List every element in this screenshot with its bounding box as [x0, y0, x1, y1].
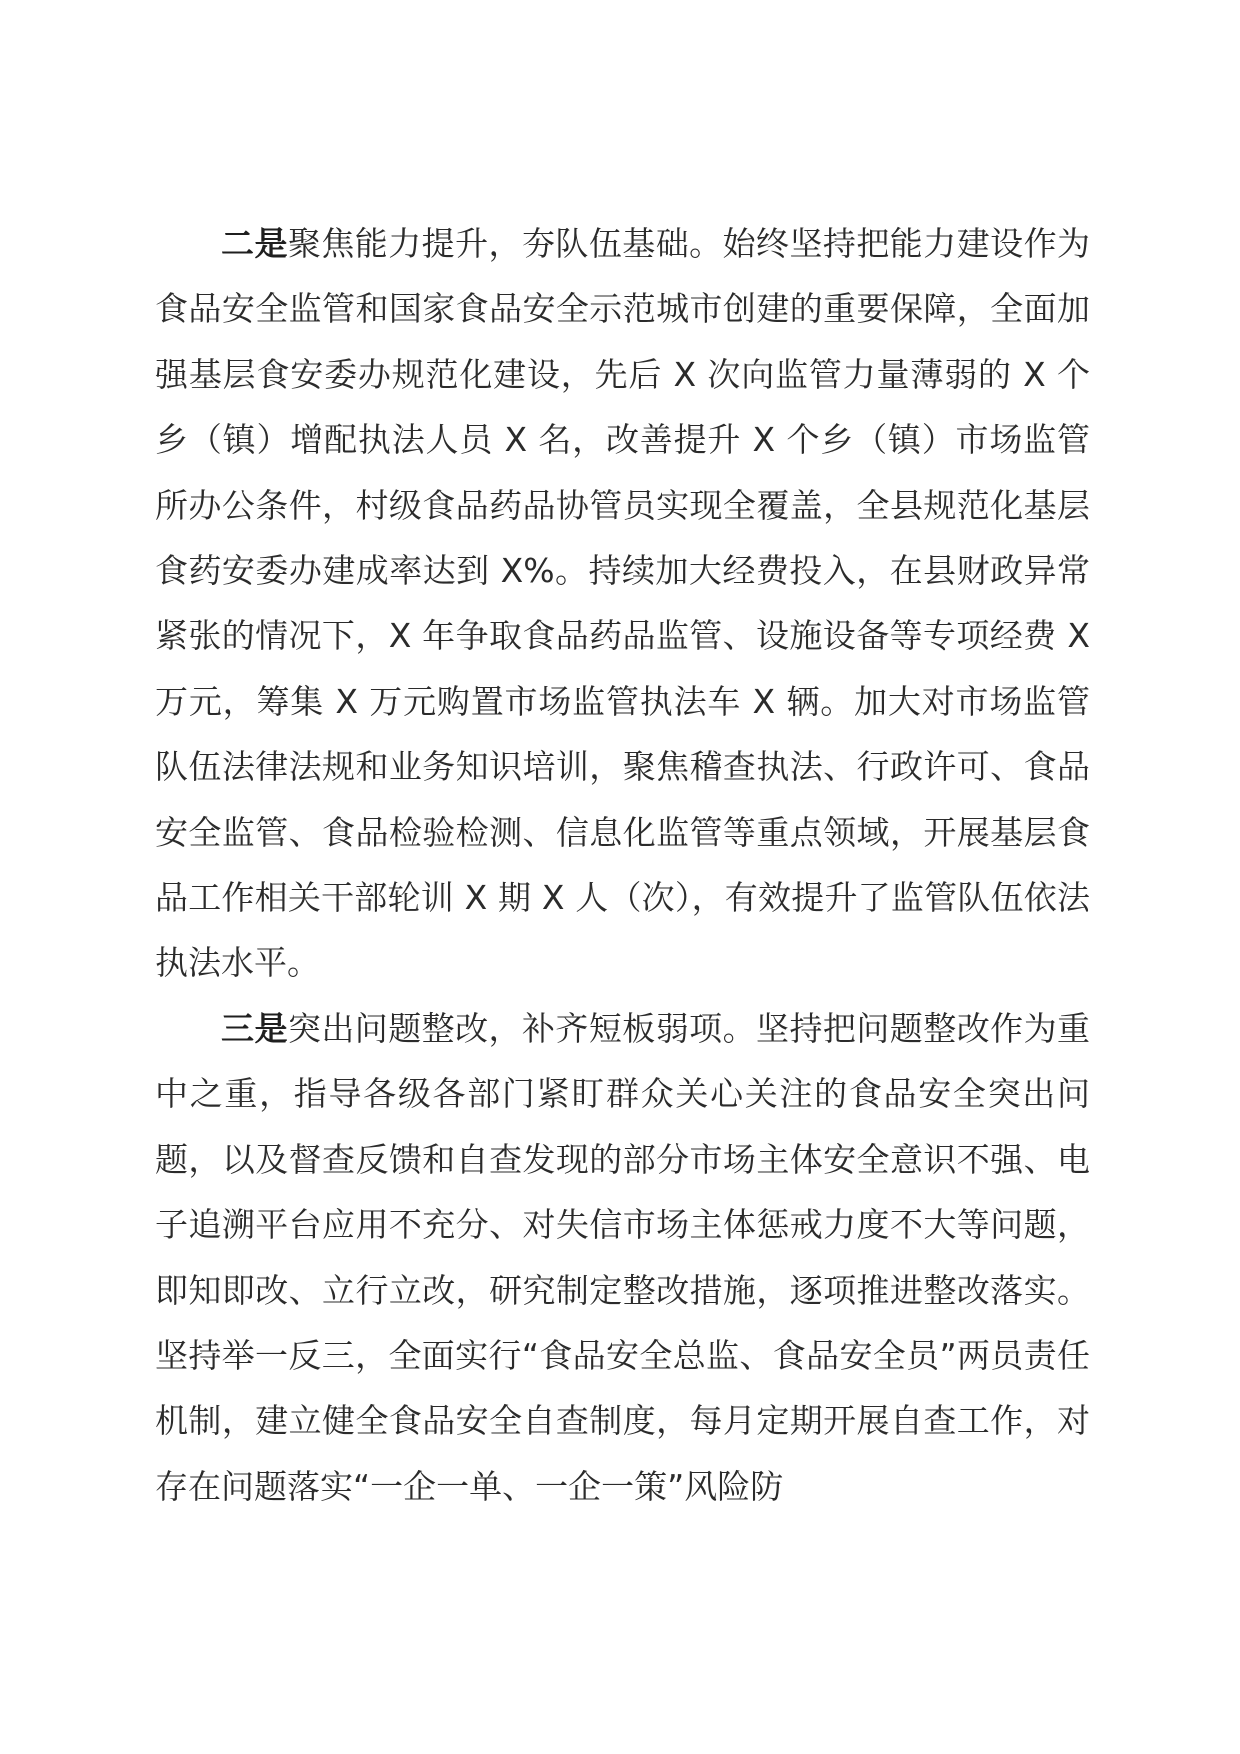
paragraph-rectification: [155, 996, 1090, 1519]
paragraph-body: 聚焦能力提升，夯队伍基础。始终坚持把能力建设作为食品安全监管和国家食品安全示范城市创建的重要保障，全面加强基层食安委办规范化建设，先后 X 次向监管力量薄弱的 X 个乡（镇）增配执法人员 X 名，改善提升 X 个乡（镇）市场监管所办公条件，村级食品药品协管员实现全覆盖，全县规范化基层食药安委办建成率达到 X%。持续加大经费投入，在县财政异常紧张的情况下，X 年争取食品药品监管、设施设备等专项经费 X 万元，筹集 X 万元购置市场监管执法车 X 辆。加大对市场监管队伍法律法规和业务知识培训，聚焦稽查执法、行政许可、食品安全监管、食品检验检测、信息化监管等重点领域，开展基层食品工作相关干部轮训 X 期 X 人（次），有效提升了监管队伍依法执法水平。: [155, 224, 1091, 983]
paragraph-body: 突出问题整改，补齐短板弱项。坚持把问题整改作为重中之重，指导各级各部门紧盯群众关心关注的食品安全突出问题，以及督查反馈和自查发现的部分市场主体安全意识不强、电子追溯平台应用不充分、对失信市场主体惩戒力度不大等问题，即知即改、立行立改，研究制定整改措施，逐项推进整改落实。坚持举一反三，全面实行“食品安全总监、食品安全员”两员责任机制，建立健全食品安全自查制度，每月定期开展自查工作，对存在问题落实“一企一单、一企一策”风险防: [155, 1009, 1091, 1506]
paragraph-lead: 二是: [221, 224, 288, 263]
paragraph-capability: [155, 211, 1090, 996]
paragraph-lead: 三是: [221, 1009, 288, 1048]
